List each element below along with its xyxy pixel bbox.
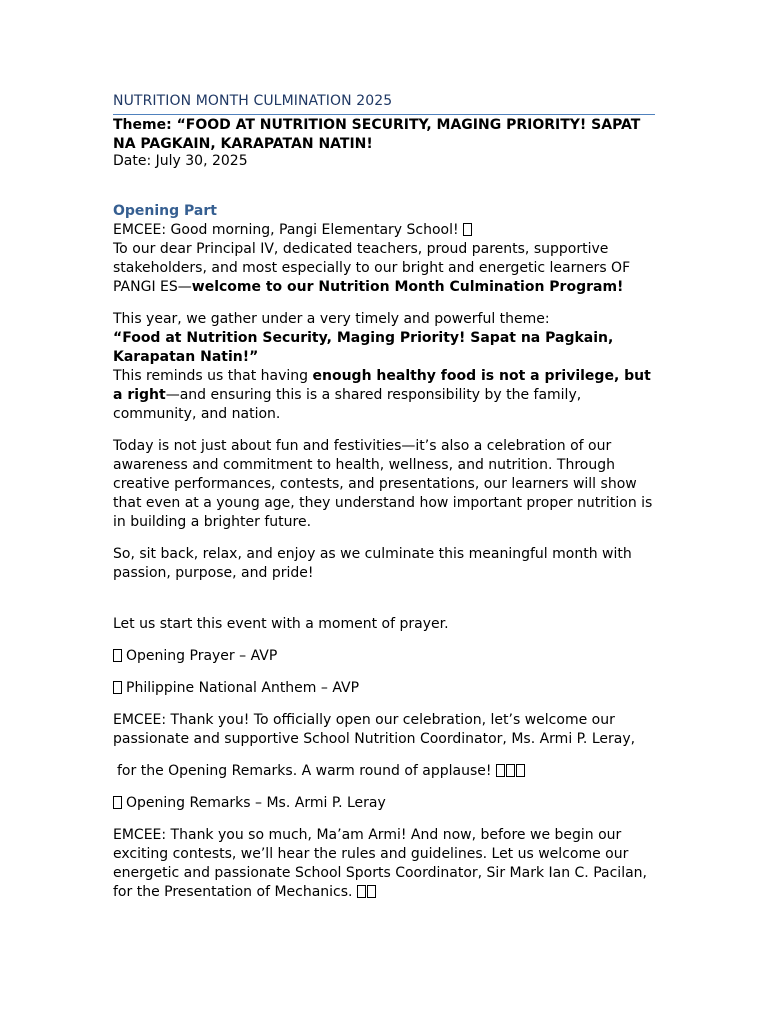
emoji-glyph-icon: [113, 796, 122, 809]
opening-part-heading: Opening Part: [113, 203, 217, 219]
emoji-glyph-icon: [357, 885, 366, 898]
emoji-glyph-icon: [463, 223, 472, 236]
theme-quote-text: “Food at Nutrition Security, Maging Priority! Sapat na Pagkain, Karapatan Natin!”: [113, 330, 614, 365]
thank-you-paragraph: EMCEE: Thank you! To officially open our celebration, let’s welcome our passionate and supportive School Nutrition Coordinator, Ms. Armi P. Leray,: [113, 712, 636, 747]
opening-prayer-item: [113, 647, 658, 666]
sit-back-paragraph: So, sit back, relax, and enjoy as we culminate this meaningful month with passion, purpose, and pride!: [113, 546, 632, 581]
theme-intro-text: This year, we gather under a very timely and powerful theme:: [113, 311, 550, 327]
emoji-glyph-icon: [506, 764, 515, 777]
emoji-glyph-icon: [113, 681, 122, 694]
opening-remarks-text: Opening Remarks – Ms. Armi P. Leray: [126, 795, 386, 811]
mechanics-text: EMCEE: Thank you so much, Ma’am Armi! And now, before we begin our exciting contests, we’ll hear the rules and guidelines. Let us welcome our energetic and passionate School Sports Coordinator, Sir Mark Ian C. Pacilan, for the Presentation of Mechanics.: [113, 827, 647, 900]
emoji-glyph-icon: [496, 764, 505, 777]
emoji-glyph-icon: [113, 649, 122, 662]
event-date: Date: July 30, 2025: [113, 153, 248, 169]
remarks-intro-paragraph: [113, 762, 658, 781]
theme-intro-paragraph: [113, 310, 658, 424]
anthem-item: [113, 679, 658, 698]
opening-prayer-text: Opening Prayer – AVP: [126, 648, 278, 664]
remarks-intro-text: for the Opening Remarks. A warm round of applause!: [117, 763, 492, 779]
welcome-text: To our dear Principal IV, dedicated teachers, proud parents, supportive stakeholders, and most especially to our bright and energetic learners OF PANGI ES—: [113, 241, 631, 295]
greeting-paragraph: [113, 221, 658, 240]
document-title: NUTRITION MONTH CULMINATION 2025: [113, 93, 393, 109]
emoji-glyph-icon: [516, 764, 525, 777]
anthem-text: Philippine National Anthem – AVP: [126, 680, 360, 696]
greeting-text: EMCEE: Good morning, Pangi Elementary School!: [113, 222, 459, 238]
opening-remarks-item: [113, 794, 658, 813]
emoji-glyph-icon: [367, 885, 376, 898]
today-paragraph: Today is not just about fun and festivities—it’s also a celebration of our awareness and commitment to health, wellness, and nutrition. Through creative performances, contests, and presentations, our learners will show that even at a young age, they understand how important proper nutrition is in building a brighter future.: [113, 438, 653, 530]
title-underline: [113, 114, 655, 115]
mechanics-paragraph: [113, 826, 658, 902]
welcome-bold-text: welcome to our Nutrition Month Culmination Program!: [191, 279, 624, 295]
theme-line: Theme: “FOOD AT NUTRITION SECURITY, MAGING PRIORITY! SAPAT NA PAGKAIN, KARAPATAN NATIN!: [113, 117, 641, 152]
welcome-paragraph: [113, 240, 658, 297]
reminder-bold-text: enough healthy food is not a privilege, but a right: [113, 368, 651, 403]
prayer-intro-paragraph: Let us start this event with a moment of prayer.: [113, 616, 449, 632]
reminder-prefix-text: This reminds us that having: [113, 368, 313, 384]
script-body: [113, 202, 658, 902]
reminder-suffix-text: —and ensuring this is a shared responsibility by the family, community, and nation.: [113, 387, 582, 422]
